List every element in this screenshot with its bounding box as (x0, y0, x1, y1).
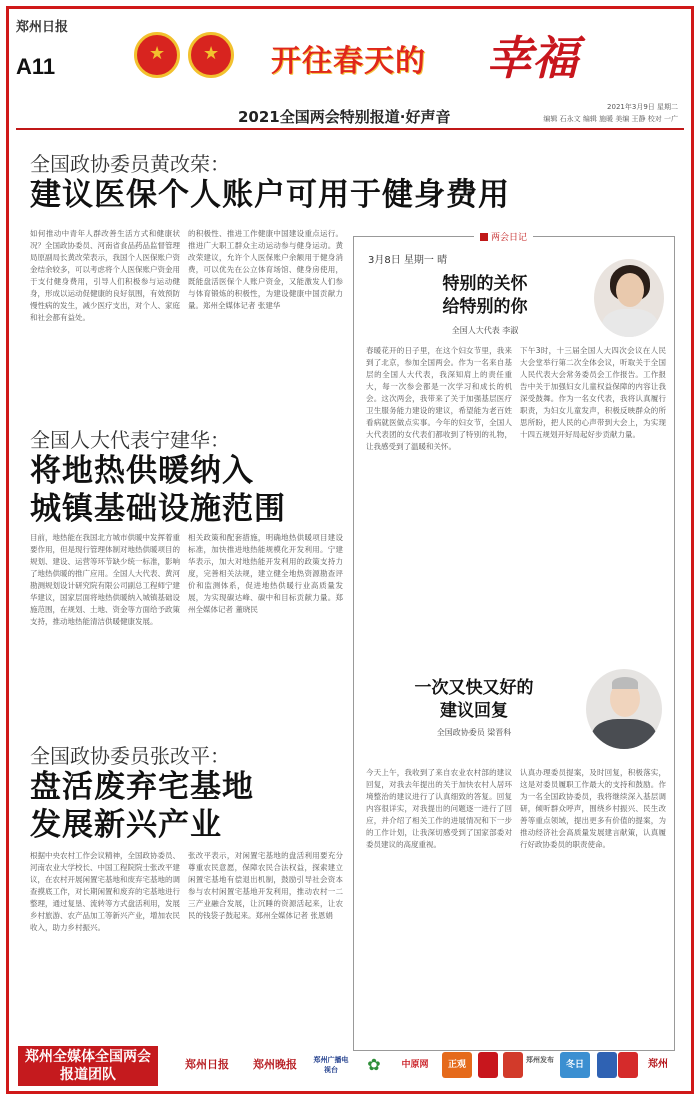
media-logo: 郑州 (648, 1059, 668, 1070)
diary-1-text-col2: 下午3时，十三届全国人大四次会议在人民大会堂举行第二次全体会议，听取关于全国人民代表大会常务委员会工作报告。工作报告中关于加强妇女儿童权益保障的内容让我深受鼓舞。作为一名女代表，我将认真履行职责，为妇女儿童发声，积极反映群众的所思所盼，把人民的心声带到大会上，为实现十四五规划开好局起好步贡献力量。 (520, 346, 666, 439)
media-logo-mark (618, 1052, 638, 1078)
article-2-heading (30, 424, 286, 529)
media-logo-mark (597, 1052, 617, 1078)
media-logo: 郑州晚报 (253, 1058, 297, 1071)
portrait-body (592, 719, 656, 749)
page-header (16, 14, 684, 134)
article-1-heading (30, 148, 510, 215)
banner-calligraphy: 幸福 (486, 31, 578, 85)
diary-2-text-col2: 认真办理委员提案，及时回复，积极落实，这是对委员履职工作最大的支持和鼓励。作为一名全国政协委员，我将继续深入基层调研，倾听群众呼声，围绕乡村振兴、民生改善等重点领域，提出更多有价值的提案，为推动经济社会高质量发展建言献策，认真履行好政协委员的职责使命。 (520, 768, 666, 849)
article-headline-line: 城镇基础设施范围 (30, 490, 286, 527)
article-headline-line: 盘活废弃宅基地 (30, 769, 254, 805)
media-logo: 郑州广播电视台 (313, 1056, 349, 1074)
media-logo: 冬日 (560, 1052, 590, 1078)
portrait-face (616, 273, 644, 307)
diary-2-text-col1: 今天上午，我收到了来自农业农村部的建议回复，对我去年提出的关于加快农村人居环境整治的建议进行了认真细致的答复。回复内容很详实，对我提出的问题逐一进行了回应，并介绍了相关工作的进展情况和下一步的工作计划，让我深切感受到了国家部委对委员建议的高度重视。 (366, 768, 512, 849)
author-portrait (594, 259, 664, 337)
national-emblem-icon (134, 32, 180, 78)
media-logo-mark: ✿ (367, 1055, 381, 1074)
portrait-body (602, 309, 658, 337)
team-line: 郑州全媒体全国两会 (25, 1049, 151, 1065)
editors-credit: 编辑 石永文 编辑 施暖 美编 王静 校对 一广 (543, 115, 678, 123)
diary-tag: 两会日记 (474, 230, 533, 243)
header-rule (16, 128, 684, 130)
article-2-body-right: 相关政策和配套措施，明确地热供暖项目建设标准，加快推进地热能规模化开发利用。宁建华表示，加大对地热能开发利用的政策支持力度，完善相关法规，建立健全地热资源勘查评价和监测体系，促进地热供暖行业高质量发展，为实现碳达峰、碳中和目标贡献力量。郑州全媒体记者 董晓民 (188, 533, 343, 614)
diary-title-line: 给特别的你 (442, 297, 528, 317)
diary-2-title (384, 677, 564, 723)
diary-sidebar (353, 233, 675, 1051)
media-logo-mark (478, 1052, 498, 1078)
media-logo: 郑州日报 (185, 1058, 229, 1071)
diary-1-title (400, 273, 570, 319)
author-portrait (586, 669, 662, 749)
diary-title-line: 建议回复 (440, 701, 508, 721)
diary-title-line: 特别的关怀 (442, 274, 528, 294)
issue-date: 2021年3月9日 星期二 (607, 103, 678, 111)
article-3-body-right: 张改平表示，对闲置宅基地的盘活利用要充分尊重农民意愿，保障农民合法权益，探索建立闲置宅基地有偿退出机制，鼓励引导社会资本参与农村闲置宅基地开发利用，推动农村一二三产业融合发展，让沉睡的资源活起来，让农民的钱袋子鼓起来。郑州全媒体记者 张恩娟 (188, 851, 343, 920)
page-number: A11 (16, 54, 56, 79)
article-2-body-left: 目前，地热能在我国北方城市供暖中发挥着重要作用，但是现行管理体制对地热供暖项目的规划、建设、运营等环节缺少统一标准，影响了地热供暖的推广应用。全国人大代表、黄河勘测规划设计研究院有限公司副总工程师宁建华建议，国家层面将地热供暖纳入城镇基础设施范围，在规划、土地、资金等方面给予政策支持，推动地热能清洁供暖健康发展。 (30, 533, 180, 626)
diary-title-line: 一次又快又好的 (414, 678, 534, 698)
media-logo-mark (503, 1052, 523, 1078)
article-headline-line: 发展新兴产业 (30, 806, 222, 843)
article-kicker: 全国政协委员黄改荣： (30, 152, 230, 176)
masthead-logo: 郑州日报 (16, 20, 69, 35)
diary-1-author: 全国人大代表 李淑 (451, 326, 519, 335)
banner-title: 开往春天的 (271, 44, 426, 79)
article-3-body-left: 根据中央农村工作会议精神，全国政协委员、河南农业大学校长、中国工程院院士张改平建议，在农村开展闲置宅基地和废弃宅基地的调查摸底工作，对长期闲置和废弃的宅基地进行整理，通过复垦、流转等方式盘活利用，发展乡村旅游、农产品加工等新兴产业，增加农民收入，助力乡村振兴。 (30, 851, 180, 932)
media-logo: 中原网 (401, 1060, 429, 1070)
diary-date: 3月8日 星期一 晴 (368, 255, 448, 266)
article-1-body-left: 如何推动中青年人群改善生活方式和健康状况？全国政协委员、河南省食品药品监督管理局原副局长黄改荣表示，我国个人医保账户资金结余较多，可以考虑将个人医保账户资金用于支付健身费用，引导人们积极参与运动健身，形成以运动促健康的良好氛围，有效预防慢性病的发生，减少医疗支出，对个人、家庭和社会都有益处。 (30, 229, 180, 322)
diary-1-text-col1: 春暖花开的日子里，在这个妇女节里，我来到了北京，参加全国两会。作为一名来自基层的全国人大代表，我深知肩上的责任重大，每一次参会都是一次学习和成长的机会。这次两会，我带来了关于加强基层医疗卫生服务能力建设的建议，希望能为老百姓看病就医做点实事。今年的妇女节，全国人大代表团的女代表们都收到了特别的礼物，让我感受到了温暖和关怀。 (366, 346, 512, 451)
cppcc-emblem-icon (188, 32, 234, 78)
section-subtitle: 2021全国两会特别报道·好声音 (238, 108, 451, 126)
diary-2-author: 全国政协委员 梁晋科 (436, 728, 512, 737)
article-kicker: 全国人大代表宁建华： (30, 428, 230, 452)
media-team-badge (18, 1046, 158, 1086)
article-kicker: 全国政协委员张改平： (30, 744, 230, 768)
article-headline: 建议医保个人账户可用于健身费用 (30, 177, 510, 213)
article-3-heading (30, 740, 254, 845)
article-headline-line: 将地热供暖纳入 (30, 453, 254, 489)
portrait-hair (612, 677, 638, 689)
media-logo: 正观 (442, 1052, 472, 1078)
team-line: 报道团队 (60, 1067, 116, 1083)
media-logo: 郑州发布 (526, 1056, 554, 1064)
article-1-body-right: 的积极性、推进工作健康中国建设重点运行。推进广大职工群众主动运动参与健身运动。黄改荣建议，允许个人医保账户余额用于健身消费，可以优先在公立体育场馆、健身房使用，既能盘活医保个人账户资金，又能激发人们参与体育锻炼的积极性，为建设健康中国贡献力量。郑州全媒体记者 张建华 (188, 229, 343, 310)
